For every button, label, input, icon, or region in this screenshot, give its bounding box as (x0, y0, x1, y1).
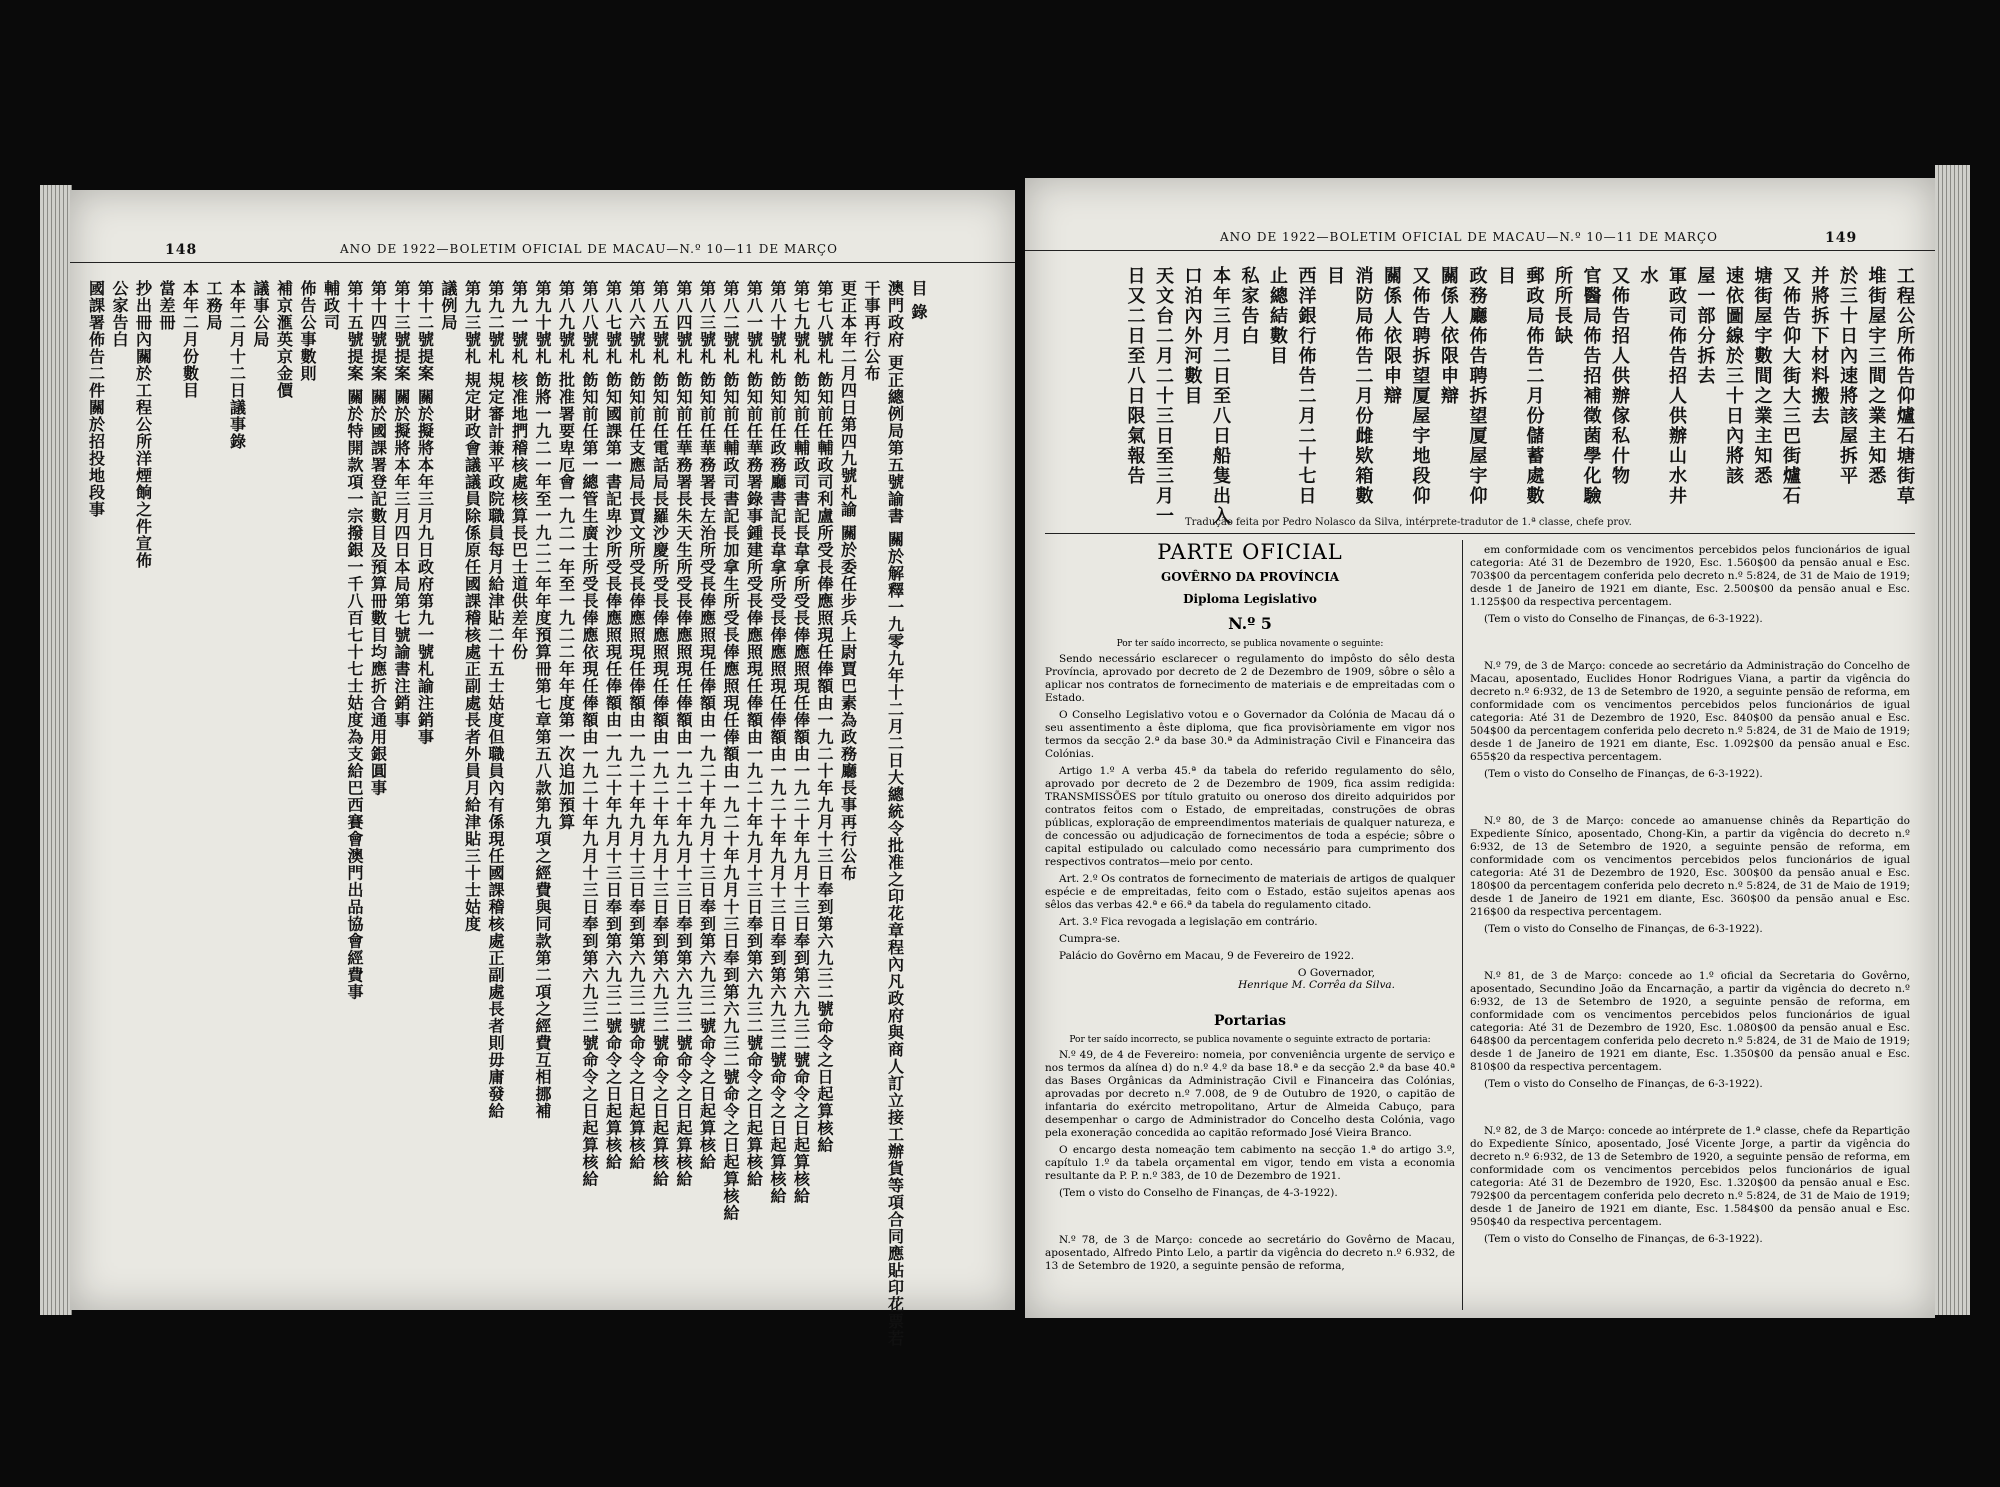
index-column: 又佈告仰大街大三巴街爐石 (1780, 266, 1801, 506)
column-divider (1462, 540, 1463, 1310)
toc-column: 第八三號札 飭知前任華務署長左治所受長俸應照現任俸額由一九二十年九月十三日奉到第六九三二號命令之日起算核給 (697, 280, 717, 1171)
diploma-paragraph: O Conselho Legislativo votou e o Governador da Colónia de Macau dá o seu assentimento a êste diploma, que fica provisòriamente em vigor nos termos da secção 2.ª da base 30.ª da Administração Civil e Financeira das Colónias. (1045, 709, 1455, 760)
toc-column: 第十三號提案 關於擬將本年三月四日本局第七號諭書注銷事 (392, 280, 411, 729)
portarias-column-2 (1470, 544, 1910, 1246)
index-column: 郵政局佈告二月份儲蓄處數 (1523, 266, 1545, 506)
toc-column: 議例局 (439, 280, 458, 331)
portaria-paragraph: N.º 80, de 3 de Março: concede ao amanuense chinês da Repartição do Expediente Sínico, aposentado, Chong-Kin, a partir da vigência do decreto n.º 6:932, de 13 de Setembro de 1920, a seguinte pensão de reforma, em conformidade com os vencimentos percebidos pelos funcionários de igual categoria: Até 31 de Dezembro de 1920, Esc. 300$00 da pensão anual e Esc. 180$00 da percentagem conferida pelo decreto n.º 5:824, de 31 de Maio de 1919; desde 1 de Janeiro de 1921 em diante, Esc. 360$00 da pensão anual e Esc. 216$00 da respectiva percentagem. (1470, 815, 1910, 918)
portarias-column-1 (1045, 1049, 1455, 1273)
toc-column: 第九三號札 規定財政會議議員除係原任國課稽核處正副處長者外員月給津貼三十士姑度 (462, 280, 482, 933)
index-column: 速依圖線於三十日內將該 (1723, 266, 1744, 486)
toc-column: 更正本年二月四日第四九號札諭 關於委任步兵上尉賈巴素為政務廳長事再行公布 (838, 280, 858, 882)
right-page-number: 149 (1825, 230, 1858, 246)
index-column: 日又二日至八日限氣報告 (1124, 266, 1146, 486)
toc-column: 第七八號札 飭知前任輔政司利盧所受長俸應照現任俸額由一九二十年九月十三日奉到第六九三二號命令之日起算核給 (815, 280, 834, 1154)
portaria-paragraph: N.º 81, de 3 de Março: concede ao 1.º oficial da Secretaria do Govêrno, aposentado, Secundino João da Encarnação, a partir da vigência do decreto n.º 6:932, de 13 de Setembro de 1920, a seguinte pensão de reforma, em conformidade com os vencimentos percebidos pelos funcionários de igual categoria: Até 31 de Dezembro de 1920, Esc. 1.080$00 da pensão anual e Esc. 648$00 da percentagem conferida pelo decreto n.º 5:824, de 31 de Maio de 1919; desde 1 de Janeiro de 1921 em diante, Esc. 1.350$00 da pensão anual e Esc. 810$00 da respectiva percentagem. (1470, 970, 1910, 1073)
toc-column: 第九一號札 核准地捫稽核處核算長巴士道供差年份 (509, 280, 529, 661)
portaria-paragraph: em conformidade com os vencimentos percebidos pelos funcionários de igual categoria: Até 31 de Dezembro de 1920, Esc. 1.560$00 da pensão anual e Esc. 703$00 da percentagem conferida pelo decreto n.º 5:824, de 31 de Maio de 1919; desde 1 de Janeiro de 1921 em diante, Esc. 2.500$00 da pensão anual e Esc. 1.125$00 da respectiva percentagem. (1470, 544, 1910, 608)
portaria-paragraph: N.º 79, de 3 de Março: concede ao secretário da Administração do Concelho de Macau, aposentado, Euclides Honor Rodrigues Viana, a partir da vigência do decreto n.º 6:932, de 13 de Setembro de 1920, a seguinte pensão de reforma, em conformidade com os vencimentos percebidos pelos funcionários de igual categoria: Até 31 de Dezembro de 1920, Esc. 840$00 da pensão anual e Esc. 504$00 da percentagem conferida pelo decreto n.º 5:824, de 31 de Maio de 1919; desde 1 de Janeiro de 1921 em diante, Esc. 1.092$00 da pensão anual e Esc. 655$20 da respectiva percentagem. (1470, 660, 1910, 763)
index-column: 又佈告聘拆望厦屋宇地段仰 (1409, 266, 1431, 506)
diploma-paragraph: Palácio do Govêrno em Macau, 9 de Fevereiro de 1922. (1059, 950, 1355, 962)
diploma-number: N.º 5 (1228, 614, 1272, 633)
index-column: 屋一部分拆去 (1694, 266, 1716, 386)
toc-column: 干事再行公布 (862, 280, 881, 382)
index-column: 止總結數目 (1267, 266, 1288, 366)
index-column: 政務廳佈告聘拆望厦屋宇仰 (1466, 266, 1488, 506)
portuguese-column-2 (1470, 540, 1910, 1280)
reprint-note: Por ter saído incorrecto, se publica novamente o seguinte: (1116, 639, 1384, 649)
toc-column: 第八四號札 飭知前任華務署長朱天生所受長俸應照現任俸額由一九二十年九月十三日奉到第六九三二號命令之日起算核給 (674, 280, 693, 1188)
portarias-heading: Portarias (1213, 1013, 1287, 1029)
translator-note: Tradução feita por Pedro Nolasco da Silva, intérprete-tradutor de 1.ª classe, chefe prov. (1185, 517, 1632, 528)
diploma-body (1045, 653, 1455, 963)
index-column: 工程公所佈告仰爐石塘街草 (1894, 266, 1915, 506)
diploma-heading: Diploma Legislativo (1183, 592, 1317, 606)
toc-column: 第九十號札 飭將一九二一年至一九二二年年度預算冊第七章第五八款第九項之經費與同款第二項之經費互相挪補 (533, 280, 552, 1120)
left-page-title: ANO DE 1922—BOLETIM OFICIAL DE MACAU—N.º 10—11 DE MARÇO (340, 242, 838, 256)
parte-oficial-heading: PARTE OFICIAL (1157, 540, 1343, 564)
index-column: 關係人依限申辯 (1438, 266, 1459, 406)
index-column: 消防局佈告二月份雌欵箱數 (1352, 266, 1374, 506)
index-column: 官醫局佈告招補徵菌學化驗 (1580, 266, 1602, 506)
portarias-note: Por ter saído incorrecto, se publica novamente o seguinte extracto de portaria: (1069, 1035, 1431, 1045)
portaria-paragraph: (Tem o visto do Conselho de Finanças, de 4-3-1922). (1059, 1187, 1338, 1199)
right-page-header (1025, 230, 1935, 251)
diploma-paragraph: Sendo necessário esclarecer o regulamento do impôsto do sêlo desta Província, aprovado por decreto de 2 de Dezembro de 1909, sôbre o sêlo a aplicar nos contratos de fornecimento de materiais e de empreitadas com o Estado. (1045, 653, 1455, 704)
toc-column: 公家告白 (110, 280, 129, 348)
toc-column: 工務局 (204, 280, 223, 331)
toc-column: 第八五號札 飭知前任電話局長羅沙慶所受長俸應照現任俸額由一九二十年九月十三日奉到第六九三二號命令之日起算核給 (650, 280, 670, 1188)
toc-column: 第八六號札 飭知前任支應局長賈文所受長俸應照現任俸額由一九二十年九月十三日奉到第六九三二號命令之日起算核給 (627, 280, 646, 1171)
index-column: 塘街屋宇數間之業主知悉 (1751, 266, 1773, 486)
toc-column: 澳門政府 更正總例局第五號諭書 關於解釋一九零九年十二月二日大總統令批准之印花章程內凡政府與商人訂立接工辦貨等項合同應貼印花票若 (885, 280, 905, 1348)
toc-column: 第十四號提案 關於國課署登記數目及預算冊數目均應折合通用銀圓事 (368, 280, 388, 797)
toc-column: 本年二月份數目 (180, 280, 200, 399)
toc-column: 輔政司 (321, 280, 341, 331)
index-column: 關係人依限申辯 (1381, 266, 1402, 406)
right-page-title: ANO DE 1922—BOLETIM OFICIAL DE MACAU—N.º 10—11 DE MARÇO (1220, 230, 1718, 244)
divider (1045, 533, 1915, 534)
toc-column: 本年二月十二日議事錄 (227, 280, 247, 450)
diploma-paragraph: Art. 3.º Fica revogada a legislação em contrário. (1059, 916, 1318, 928)
toc-column: 第八二號札 飭知前任輔政司書記長加拿生所受長俸應照現任俸額由一九二十年九月十三日奉到第六九三二號命令之日起算核給 (721, 280, 740, 1222)
signature-name: Henrique M. Corrêa da Silva. (1238, 979, 1395, 991)
toc-column: 第十二號提案 關於擬將本年三月九日政府第九一號札諭注銷事 (415, 280, 435, 746)
toc-column: 第八一號札 飭知前任華務署錄事鍾建所受長俸應照現任俸額由一九二十年九月十三日奉到第六九三二號命令之日起算核給 (744, 280, 764, 1188)
index-column: 又佈告招人供辦傢私什物 (1609, 266, 1630, 486)
toc-column: 第八九號札 批准署要卑厄會一九二一年至一九二二年年度第一次追加預算 (556, 280, 576, 831)
toc-column: 第八七號札 飭知國課第一書記卑沙所受長俸應照現任俸額由一九二十年九月十三日奉到第六九三二號命令之日起算核給 (603, 280, 623, 1171)
portaria-paragraph: (Tem o visto do Conselho de Finanças, de 6-3-1922). (1484, 768, 1763, 780)
toc-column: 第十五號提案 關於特開款項一宗撥銀一千八百七十七士姑度為支給巴西賽會澳門出品協會經費事 (345, 280, 364, 1001)
portaria-paragraph: (Tem o visto do Conselho de Finanças, de 6-3-1922). (1484, 1233, 1763, 1245)
left-book-edge (40, 185, 72, 1315)
diploma-paragraph: Art. 2.º Os contratos de fornecimento de materiais de artigos de qualquer espécie e de empreitadas, feito com o Estado, estão sujeitos apenas aos sêlos das verbas 42.ª e 66.ª da tabela do regulamento citado. (1045, 873, 1455, 911)
index-column: 堆街屋宇三間之業主知悉 (1865, 266, 1887, 486)
index-column: 口泊內外河數目 (1181, 266, 1203, 406)
index-column: 西洋銀行佈告二月二十七日 (1295, 266, 1317, 506)
toc-column: 抄出冊內關於工程公所洋煙餉之件宣佈 (133, 280, 153, 569)
toc-column: 第八八號札 飭知前任第一總管生廣士所受長俸應依現任俸額由一九二十年九月十三日奉到第六九三二號命令之日起算核給 (580, 280, 599, 1188)
toc-column: 目 錄 (909, 280, 928, 321)
portuguese-column-1 (1045, 540, 1455, 1277)
portaria-paragraph: N.º 78, de 3 de Março: concede ao secretário do Govêrno de Macau, aposentado, Alfredo Pinto Lelo, a partir da vigência do decreto n.º 6.932, de 13 de Setembro de 1920, a seguinte pensão de reforma, (1045, 1234, 1455, 1272)
index-column: 水 (1637, 266, 1659, 286)
portaria-paragraph: O encargo desta nomeação tem cabimento na secção 1.ª do artigo 3.º, capítulo 1.º da tabela orçamental em vigor, tendo em vista a economia resultante da P. P. n.º 383, de 10 de Dezembro de 1921. (1045, 1144, 1455, 1182)
toc-column: 第七九號札 飭知前任輔政司書記長韋拿所受長俸應照現任俸額由一九二十年九月十三日奉到第六九三二號命令之日起算核給 (791, 280, 811, 1205)
portaria-paragraph: N.º 49, de 4 de Fevereiro: nomeia, por conveniência urgente de serviço e nos termos da alínea d) do n.º 4.º da base 18.ª e da secção 2.ª da base 40.ª das Bases Orgânicas da Administração Civil e Financeira das Colónias, aprovadas por decreto n.º 7.008, de 9 de Outubro de 1920, o capitão de infantaria do exército metropolitano, Artur de Almeida Cabuço, para desempenhar o cargo de Administrador do Concelho desta Colónia, vago pela exoneração concedida ao capitão reformado José Vieira Branco. (1045, 1049, 1455, 1139)
diploma-paragraph: Cumpra-se. (1059, 933, 1121, 945)
index-column: 於三十日內速將該屋拆平 (1837, 266, 1858, 486)
portaria-paragraph: N.º 82, de 3 de Março: concede ao intérprete de 1.ª classe, chefe da Repartição do Expediente Sínico, aposentado, José Vicente Jorge, a partir da vigência do decreto n.º 6:932, de 13 de Setembro de 1920, a seguinte pensão de reforma, em conformidade com os vencimentos percebidos pelos funcionários de igual categoria: Até 31 de Dezembro de 1920, Esc. 1.320$00 da pensão anual e Esc. 792$00 da percentagem conferida pelo decreto n.º 5:824, de 31 de Maio de 1919; desde 1 de Janeiro de 1921 em diante, Esc. 1.584$00 da pensão anual e Esc. 950$40 da respectiva percentagem. (1470, 1125, 1910, 1228)
toc-column: 第八十號札 飭知前任政務廳書記長韋拿所受長俸應照現任俸額由一九二十年九月十三日奉到第六九三二號命令之日起算核給 (768, 280, 787, 1205)
toc-column: 國課署佈告二件關於招投地段事 (86, 280, 106, 518)
diploma-paragraph: Artigo 1.º A verba 45.ª da tabela do referido regulamento do sêlo, aprovado por decreto de 2 de Dezembro de 1909, fica assim redigida: TRANSMISSÕES por título gratuito ou oneroso dos direito adquiridos por contratos feitos com o Estado, de empreitadas, construções de obras públicas, exploração de empreendimentos materiais de qualquer natureza, e de concessão ou adjudicação de fornecimentos de toda a espécie; sôbre o capital estipulado ou calculado como necessário para cumprimento dos respectivos contratos—meio por cento. (1045, 765, 1455, 868)
index-column: 所所長缺 (1552, 266, 1573, 346)
toc-column: 第九二號札 規定審計兼平政院職員每月給津貼二十五士姑度但職員內有係現任國課稽核處正副處長者則毋庸發給 (486, 280, 505, 1120)
portaria-paragraph: (Tem o visto do Conselho de Finanças, de 6-3-1922). (1484, 613, 1763, 625)
index-column: 目 (1495, 266, 1516, 286)
toc-column: 佈告公事數則 (298, 280, 317, 382)
portaria-paragraph: (Tem o visto do Conselho de Finanças, de 6-3-1922). (1484, 923, 1763, 935)
portaria-paragraph: (Tem o visto do Conselho de Finanças, de 6-3-1922). (1484, 1078, 1763, 1090)
index-column: 私家告白 (1238, 266, 1260, 346)
toc-column: 當差冊 (157, 280, 176, 331)
index-column: 軍政司佈告招人供辦山水井 (1666, 266, 1687, 506)
right-book-edge (1935, 165, 1970, 1315)
index-column: 本年三月二日至八日船隻出入 (1210, 266, 1231, 526)
index-column: 天文台二月二十三日至三月一 (1153, 266, 1174, 526)
index-column: 并將拆下材料搬去 (1808, 266, 1830, 426)
left-page-number: 148 (165, 242, 198, 258)
governo-heading: GOVÊRNO DA PROVÍNCIA (1160, 570, 1340, 584)
left-page (70, 190, 1015, 1348)
toc-column: 補京滙英京金價 (274, 280, 294, 399)
index-column: 目 (1324, 266, 1345, 286)
left-page-header (70, 242, 1015, 263)
right-page (1025, 178, 1935, 1318)
toc-column: 議事公局 (251, 280, 270, 348)
signature-title: O Governador, (1297, 967, 1375, 979)
